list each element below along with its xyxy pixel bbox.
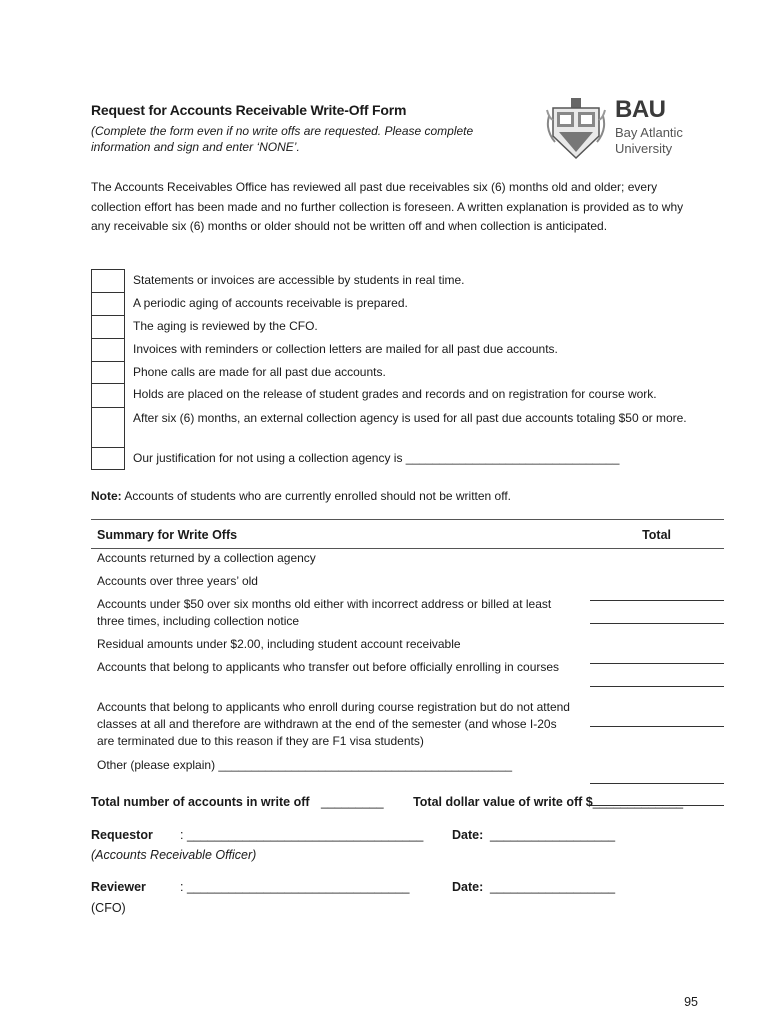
checkbox[interactable] (91, 315, 125, 338)
total-input-line[interactable] (590, 686, 724, 687)
checklist-item-text: Phone calls are made for all past due accounts. (133, 365, 386, 379)
checklist-item (91, 292, 711, 315)
page-number: 95 (684, 995, 698, 1009)
checkbox[interactable] (91, 447, 125, 470)
note (91, 489, 511, 503)
checklist-item (91, 269, 711, 292)
total-input-line[interactable] (590, 623, 724, 624)
summary-header (91, 519, 724, 549)
total-value-field[interactable]: _____________ (592, 795, 684, 809)
reviewer-label: Reviewer (91, 880, 146, 894)
checkbox[interactable] (91, 361, 125, 383)
checklist-item (91, 338, 711, 361)
checklist-item (91, 315, 711, 338)
summary-row-label: Accounts that belong to applicants who transfer out before officially enrolling in courses (97, 660, 560, 674)
logo-name-line1: Bay Atlantic (615, 125, 683, 140)
totals-row (91, 795, 731, 809)
checkbox[interactable] (91, 383, 125, 407)
logo-abbreviation: BAU (615, 96, 666, 123)
summary-header-total: Total (642, 528, 671, 542)
total-value-label: Total dollar value of write off $ (413, 795, 593, 809)
total-input-line[interactable] (590, 600, 724, 601)
checkbox[interactable] (91, 292, 125, 315)
total-count-field[interactable]: _________ (321, 795, 384, 809)
checklist (91, 269, 711, 470)
note-label: Note: (91, 489, 122, 503)
reviewer-date-field[interactable]: __________________ (490, 880, 616, 894)
summary-row-label: Accounts that belong to applicants who enroll during course registration but do not attend classes at all and therefore are withdrawn at the end of the semester (and whose I-20s are terminated due to this reason if they are F1 visa students) (97, 700, 570, 748)
university-logo (545, 96, 715, 162)
summary-row-label: Accounts under $50 over six months old either with incorrect address or billed at least three times, including collection notice (97, 597, 552, 628)
summary-row-label: Accounts over three years’ old (97, 574, 258, 588)
checklist-item-text: Statements or invoices are accessible by students in real time. (133, 273, 465, 287)
summary-table (91, 519, 724, 819)
requestor-signature-field[interactable]: : __________________________________ (180, 828, 424, 842)
checklist-item-text: A periodic aging of accounts receivable is prepared. (133, 296, 408, 310)
requestor-role: (Accounts Receivable Officer) (91, 848, 257, 862)
summary-row-label: Residual amounts under $2.00, including student account receivable (97, 637, 461, 651)
total-input-line[interactable] (590, 726, 724, 727)
summary-header-left: Summary for Write Offs (97, 528, 238, 542)
reviewer-role: (CFO) (91, 901, 126, 915)
checklist-item-text: Invoices with reminders or collection letters are mailed for all past due accounts. (133, 342, 558, 356)
total-input-line[interactable] (590, 783, 724, 784)
checklist-item-text: Our justification for not using a collection agency is ________________________________ (133, 451, 620, 465)
crest-icon (545, 96, 607, 162)
reviewer-signature-field[interactable]: : ________________________________ (180, 880, 410, 894)
total-input-line[interactable] (590, 663, 724, 664)
intro-paragraph: The Accounts Receivables Office has reviewed all past due receivables six (6) months old and older; every collection effort has been made and no further collection is foreseen. A written explanation is provided as to why any receivable six (6) months or older should not be written off and when collection is anticipated. (91, 180, 684, 233)
total-count-label: Total number of accounts in write off (91, 795, 310, 809)
form-subtitle: (Complete the form even if no write offs are requested. Please complete information and sign and enter ‘NONE’. (91, 124, 474, 154)
checklist-item (91, 361, 711, 383)
note-text: Accounts of students who are currently enrolled should not be written off. (121, 489, 512, 503)
checklist-item-text: The aging is reviewed by the CFO. (133, 319, 318, 333)
form-title: Request for Accounts Receivable Write-Off Form (91, 102, 407, 118)
checkbox[interactable] (91, 407, 125, 447)
logo-university-name (615, 125, 683, 157)
checklist-item (91, 407, 711, 447)
logo-name-line2: University (615, 141, 673, 156)
summary-row-label: Accounts returned by a collection agency (97, 551, 316, 565)
checklist-item (91, 447, 711, 470)
requestor-label: Requestor (91, 828, 153, 842)
checklist-item-text: Holds are placed on the release of student grades and records and on registration for course work. (133, 387, 657, 401)
checkbox[interactable] (91, 338, 125, 361)
checklist-item-text: After six (6) months, an external collection agency is used for all past due accounts totaling $50 or more. (133, 411, 687, 425)
requestor-date-label: Date: (452, 828, 484, 842)
reviewer-date-label: Date: (452, 880, 484, 894)
checklist-item (91, 383, 711, 407)
summary-row-label: Other (please explain) ____________________________________________ (97, 758, 513, 772)
requestor-date-field[interactable]: __________________ (490, 828, 616, 842)
checkbox[interactable] (91, 269, 125, 292)
